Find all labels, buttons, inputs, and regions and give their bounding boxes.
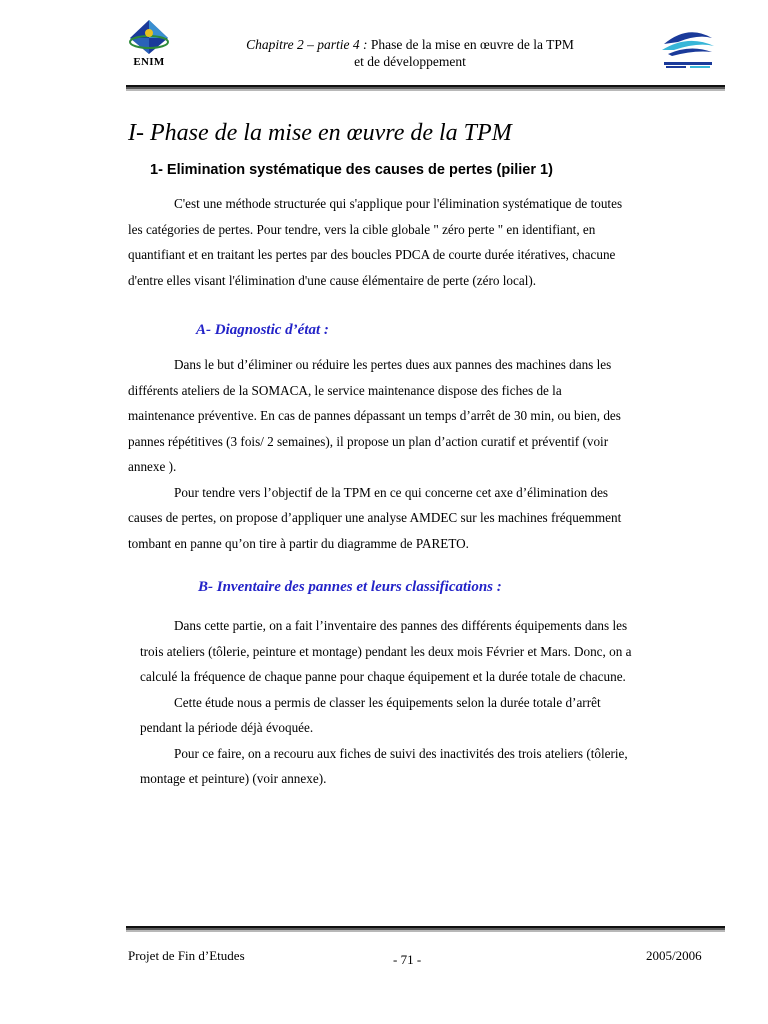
para-line: pannes répétitives (3 fois/ 2 semaines), il propose un plan d’action curatif et préventif (voir <box>128 433 609 449</box>
intro-paragraph <box>128 191 728 293</box>
intro-line: d'entre elles visant l'élimination d'une cause élémentaire de perte (zéro local). <box>128 272 537 288</box>
para-line: pendant la période déjà évoquée. <box>140 720 314 735</box>
header-rule <box>126 85 725 91</box>
para-line: causes de pertes, on propose d’appliquer une analyse AMDEC sur les machines fréquemment <box>128 510 622 525</box>
para-line: différents ateliers de la SOMACA, le service maintenance dispose des fiches de la <box>128 382 562 398</box>
header-title-2: et de développement <box>354 54 466 69</box>
intro-line: quantifiant et en traitant les pertes par des boucles PDCA de courte durée itératives, chacune <box>128 247 616 262</box>
header-title-1: Phase de la mise en œuvre de la TPM <box>367 37 574 52</box>
subsection-b-paragraph <box>140 613 730 792</box>
para-line: Dans cette partie, on a fait l’inventaire des pannes des différents équipements dans les <box>174 618 628 633</box>
header-line-1 <box>200 36 620 53</box>
para-line: Cette étude nous a permis de classer les équipements selon la durée totale d’arrêt <box>174 694 601 710</box>
para-line: calculé la fréquence de chaque panne pour chaque équipement et la durée totale de chacune. <box>140 669 626 684</box>
subsection-a-title: A- Diagnostic d’état : <box>196 322 329 338</box>
page-number: - 71 - <box>393 952 422 967</box>
section-subtitle: 1- Elimination systématique des causes de pertes (pilier 1) <box>150 162 553 178</box>
chapter-label: Chapitre 2 – partie 4 : <box>246 37 368 52</box>
footer-rule <box>126 926 725 932</box>
somaca-emblem-icon <box>658 22 718 72</box>
para-line: montage et peinture) (voir annexe). <box>140 771 327 786</box>
para-line: tombant en panne qu’on tire à partir du diagramme de PARETO. <box>128 535 469 551</box>
enim-emblem-icon <box>124 18 174 58</box>
section-title: I- Phase de la mise en œuvre de la TPM <box>128 120 512 146</box>
somaca-logo <box>658 22 718 72</box>
intro-line: C'est une méthode structurée qui s'applique pour l'élimination systématique de toutes <box>174 196 623 211</box>
enim-logo <box>124 18 174 74</box>
enim-logo-label: ENIM <box>133 56 165 68</box>
page-header <box>200 36 620 70</box>
subsection-b-title: B- Inventaire des pannes et leurs classifications : <box>198 579 502 595</box>
para-line: annexe ). <box>128 459 177 474</box>
intro-line: les catégories de pertes. Pour tendre, vers la cible globale " zéro perte " en identifiant, en <box>128 221 596 237</box>
subsection-a-paragraph <box>128 352 728 556</box>
footer-year: 2005/2006 <box>646 948 702 963</box>
para-line: Dans le but d’éliminer ou réduire les pertes dues aux pannes des machines dans les <box>174 357 612 372</box>
footer-project: Projet de Fin d’Etudes <box>128 948 245 963</box>
para-line: maintenance préventive. En cas de pannes dépassant un temps d’arrêt de 30 min, ou bien, des <box>128 408 621 423</box>
para-line: Pour ce faire, on a recouru aux fiches de suivi des inactivités des trois ateliers (tôlerie, <box>174 745 628 761</box>
para-line: trois ateliers (tôlerie, peinture et montage) pendant les deux mois Février et Mars. Donc, on a <box>140 643 632 659</box>
para-line: Pour tendre vers l’objectif de la TPM en ce qui concerne cet axe d’élimination des <box>174 484 609 500</box>
